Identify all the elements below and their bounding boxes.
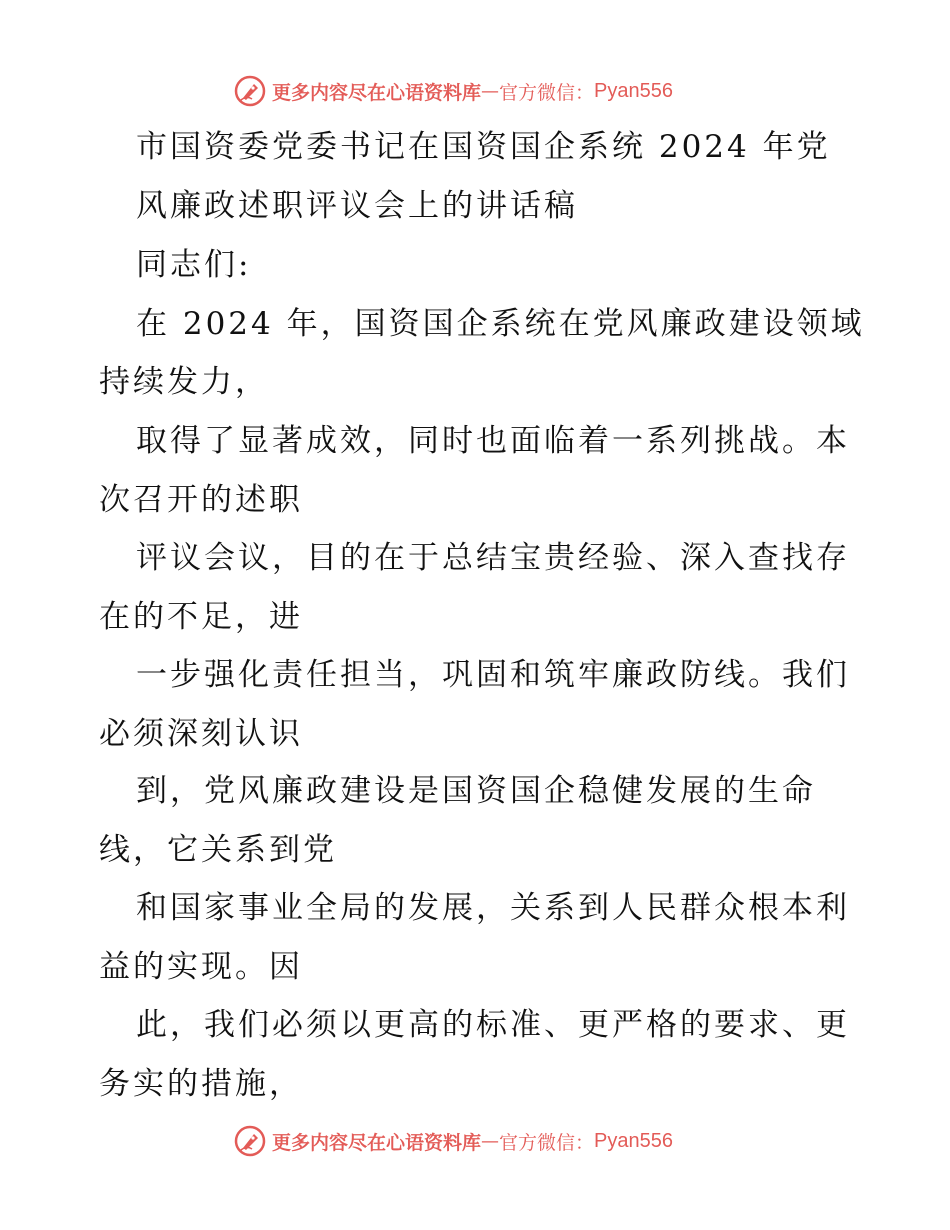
text-line: 评议会议，目的在于总结宝贵经验、深入查找存 <box>136 540 850 576</box>
watermark-label: 官方微信： <box>499 1131 595 1154</box>
text-line: 次召开的述职 <box>99 482 303 518</box>
text-line: 持续发力， <box>99 364 269 400</box>
text-line: 必须深刻认识 <box>99 716 303 752</box>
text-line: 到，党风廉政建设是国资国企稳健发展的生命 <box>136 773 816 809</box>
watermark-footer <box>234 1121 673 1161</box>
watermark-separator: — <box>481 80 500 102</box>
text-line: 益的实现。因 <box>99 949 303 985</box>
title-line-2: 风廉政述职评议会上的讲话稿 <box>136 188 578 224</box>
pen-nib-logo-icon <box>234 75 266 107</box>
watermark-text: 更多内容尽在心语资料库 <box>272 81 482 104</box>
text-line: 在 2024 年，国资国企系统在党风廉政建设领域 <box>136 306 865 342</box>
salutation: 同志们: <box>136 247 252 283</box>
text-line: 务实的措施， <box>99 1066 303 1102</box>
text-line: 线，它关系到党 <box>99 832 337 868</box>
text-line: 一步强化责任担当，巩固和筑牢廉政防线。我们 <box>136 657 850 693</box>
watermark-wechat-id: Pyan556 <box>594 1129 673 1152</box>
pen-nib-logo-icon <box>234 1125 266 1157</box>
watermark-text: 更多内容尽在心语资料库 <box>272 1131 482 1154</box>
watermark-header <box>234 71 673 111</box>
text-line: 取得了显著成效，同时也面临着一系列挑战。本 <box>136 423 850 459</box>
text-line: 此，我们必须以更高的标准、更严格的要求、更 <box>136 1007 850 1043</box>
watermark-label: 官方微信： <box>499 81 595 104</box>
text-line: 在的不足，进 <box>99 599 303 635</box>
watermark-separator: — <box>481 1130 500 1152</box>
title-line-1: 市国资委党委书记在国资国企系统 2024 年党 <box>136 129 831 165</box>
watermark-wechat-id: Pyan556 <box>594 79 673 102</box>
text-line: 和国家事业全局的发展，关系到人民群众根本利 <box>136 890 850 926</box>
